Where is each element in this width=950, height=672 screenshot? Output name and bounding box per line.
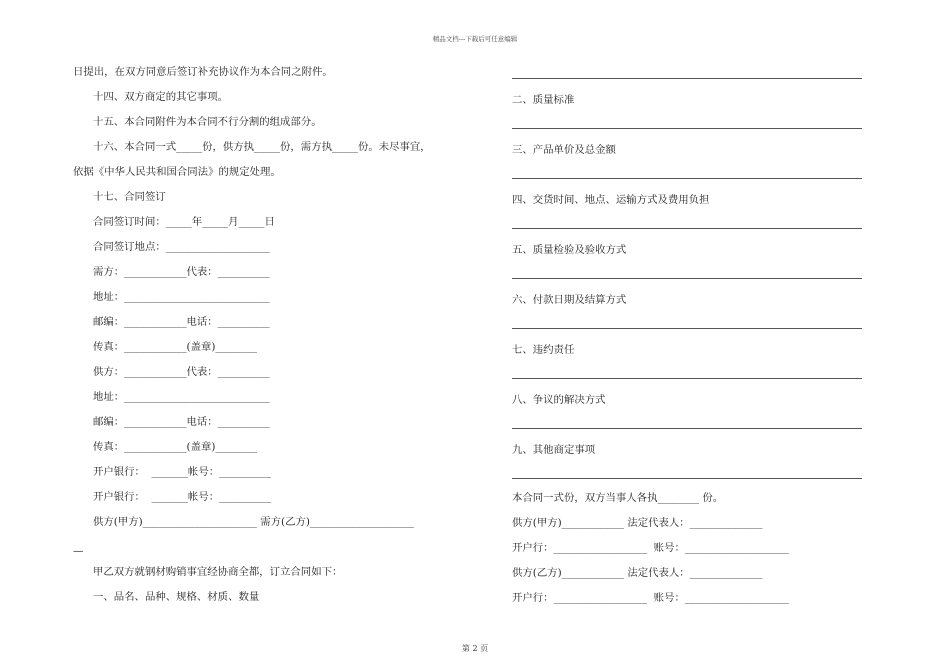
supplier-field: 供方：____________代表：__________ <box>93 366 270 378</box>
bank-line: 开户行：__________________ 账号：____________________ <box>512 542 789 554</box>
page-header: 精品文档---下载后可任意编辑 <box>432 35 518 43</box>
blank-rule <box>512 78 862 79</box>
section-9: 九、其他商定事项 <box>512 444 596 456</box>
fax-field: 传真：____________(盖章)________ <box>93 441 257 453</box>
blank-rule <box>512 378 862 379</box>
clause-14: 十四、双方商定的其它事项。 <box>93 91 229 103</box>
blank-rule <box>512 178 862 179</box>
text-line: 日提出，在双方同意后签订补充协议作为本合同之附件。 <box>73 66 333 78</box>
address-field: 地址：____________________________ <box>93 291 270 303</box>
bank-line: 开户行：__________________ 账号：____________________ <box>512 592 789 604</box>
party-b-line: 供方(乙方)____________ 法定代表人：______________ <box>512 567 763 579</box>
fax-field: 传真：____________(盖章)________ <box>93 341 257 353</box>
section-8: 八、争议的解决方式 <box>512 394 606 406</box>
buyer-field: 需方：____________代表：__________ <box>93 266 270 278</box>
postcode-field: 邮编：____________电话：__________ <box>93 316 270 328</box>
text-line: 依据《中华人民共和国合同法》的规定处理。 <box>73 166 281 178</box>
copies-line: 本合同一式份，双方当事人各执________ 份。 <box>512 492 724 504</box>
signing-place: 合同签订地点：____________________ <box>93 241 270 253</box>
page-number: 第 2 页 <box>461 644 489 653</box>
address-field: 地址：____________________________ <box>93 391 270 403</box>
blank-rule <box>512 228 862 229</box>
section-2: 二、质量标准 <box>512 94 575 106</box>
clause-15: 十五、本合同附件为本合同不行分割的组成部分。 <box>93 116 322 128</box>
postcode-field: 邮编：____________电话：__________ <box>93 416 270 428</box>
parties-line: 供方(甲方)______________________ 需方(乙方)____________________ <box>93 516 414 528</box>
blank-rule <box>512 328 862 329</box>
blank-rule <box>512 278 862 279</box>
section-5: 五、质量检验及验收方式 <box>512 244 627 256</box>
section-4: 四、交货时间、地点、运输方式及费用负担 <box>512 194 710 206</box>
party-a-line: 供方(甲方)____________ 法定代表人：______________ <box>512 517 763 529</box>
section-7: 七、违约责任 <box>512 344 575 356</box>
clause-17: 十七、合同签订 <box>93 191 166 203</box>
dash-line: — <box>73 545 84 557</box>
bank-field: 开户银行： _______帐号：__________ <box>93 466 272 478</box>
section-3: 三、产品单价及总金额 <box>512 144 616 156</box>
clause-1: 一、品名、品种、规格、材质、数量 <box>93 591 260 603</box>
bank-field: 开户银行： _______帐号：__________ <box>93 491 272 503</box>
blank-rule <box>512 128 862 129</box>
section-6: 六、付款日期及结算方式 <box>512 294 627 306</box>
intro-line: 甲乙双方就钢材购销事宜经协商全都，订立合同如下： <box>93 566 343 578</box>
clause-16: 十六、本合同一式_____份，供方执_____份，需方执_____份。未尽事宜， <box>93 141 431 153</box>
signing-time: 合同签订时间：_____年_____月_____日 <box>93 216 275 228</box>
blank-rule <box>512 428 862 429</box>
blank-rule <box>512 478 862 479</box>
